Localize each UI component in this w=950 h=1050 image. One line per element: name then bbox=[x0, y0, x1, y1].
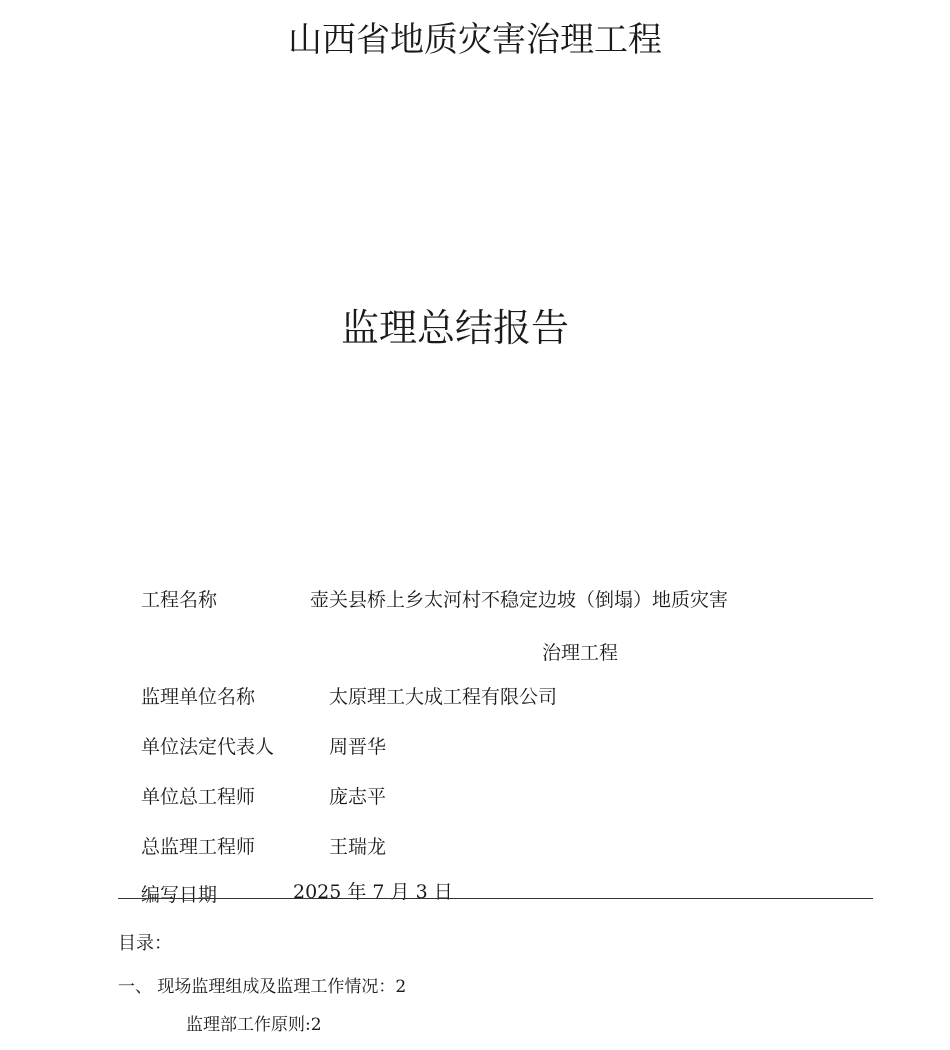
date-value: 2025 年 7 月 3 日 bbox=[293, 881, 453, 903]
legal-rep-value: 周晋华 bbox=[329, 736, 387, 758]
toc-item[interactable]: 监理部工作原则:2 bbox=[186, 1015, 322, 1035]
date-label: 编写日期 bbox=[141, 884, 218, 906]
project-name-label: 工程名称 bbox=[141, 589, 218, 611]
section-divider bbox=[118, 898, 873, 899]
project-name-value-line2: 治理工程 bbox=[542, 642, 619, 664]
report-title: 监理总结报告 bbox=[340, 306, 569, 350]
supervisor-unit-label: 监理单位名称 bbox=[141, 686, 256, 708]
legal-rep-label: 单位法定代表人 bbox=[141, 736, 275, 758]
document-header-title: 山西省地质灾害治理工程 bbox=[288, 20, 662, 60]
supervisor-unit-value: 太原理工大成工程有限公司 bbox=[329, 686, 558, 708]
toc-heading: 目录： bbox=[118, 933, 172, 954]
toc-item[interactable]: 一、 现场监理组成及监理工作情况：2 bbox=[118, 977, 407, 997]
chief-engineer-label: 单位总工程师 bbox=[141, 786, 256, 808]
chief-supervisor-value: 王瑞龙 bbox=[329, 836, 387, 858]
project-name-value-line1: 壶关县桥上乡太河村不稳定边坡（倒塌）地质灾害 bbox=[310, 589, 729, 611]
chief-supervisor-label: 总监理工程师 bbox=[141, 836, 256, 858]
chief-engineer-value: 庞志平 bbox=[329, 786, 387, 808]
